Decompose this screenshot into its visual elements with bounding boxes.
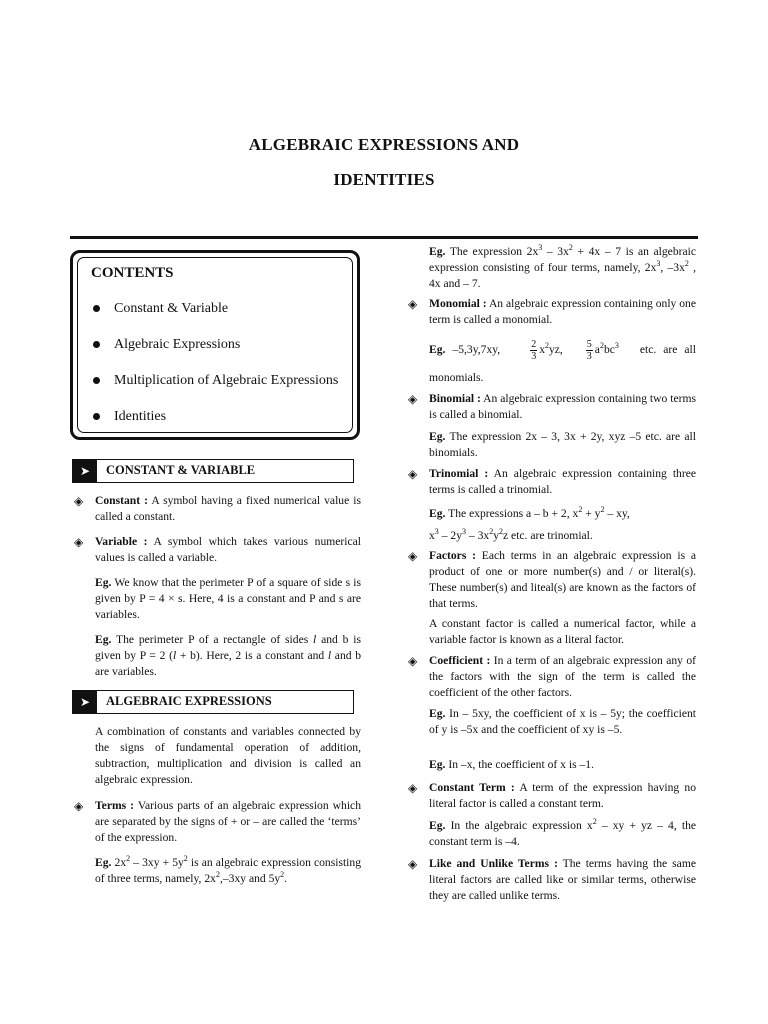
constant-term-definition: Constant Term : A term of the expression having no literal factor is called a constant term. <box>429 781 696 810</box>
section-header-constant-variable <box>72 459 354 483</box>
diamond-bullet-icon: ◈ <box>408 781 418 795</box>
constant-definition: Constant : A symbol having a fixed numerical value is called a constant. <box>95 494 361 523</box>
section-title: CONSTANT & VARIABLE <box>106 463 256 477</box>
title-divider <box>70 236 698 239</box>
diamond-bullet-icon: ◈ <box>74 494 84 508</box>
contents-item-label: Algebraic Expressions <box>114 337 241 352</box>
example-coefficient-x: Eg. In –x, the coefficient of x is –1. <box>429 758 594 771</box>
like-unlike-terms-definition: Like and Unlike Terms : The terms having the same literal factors are called like or similar terms, otherwise they are called unlike terms. <box>429 857 696 902</box>
example-three-terms: Eg. $2x^2 - 3xy + 5y^2$ is an algebraic expression consisting of three terms, namely, $2x^2,-3xy$ and $5y^2$. <box>95 854 361 885</box>
example-rectangle-perimeter: Eg. The perimeter P of a rectangle of sides l and b is given by P = 2 (l + b). Here, 2 is a constant and l and b are variables. <box>95 633 362 678</box>
section-header-algebraic-expressions <box>72 690 354 714</box>
page-title-line1: ALGEBRAIC EXPRESSIONS AND <box>248 135 520 154</box>
diamond-bullet-icon: ◈ <box>408 467 418 481</box>
example-four-terms: Eg. The expression $2x^3 - 3x^2 + 4x - 7$ is an algebraic expression consisting of four terms, namely, $2x^3$, $-3x^2$ , 4x and – 7. <box>429 243 696 290</box>
bullet-icon <box>93 341 100 348</box>
contents-item-label: Identities <box>114 409 167 424</box>
example-constant-term: Eg. In the algebraic expression $x^2$ – xy + yz – 4, the constant term is –4. <box>429 817 697 848</box>
example-monomials: Eg. –5,3y,7xy, $\frac{2}{3}$ $x^2yz$, $\frac{5}{3}$ $a^2bc^3$ etc. are all monomials. <box>429 338 697 384</box>
trinomial-definition: Trinomial : An algebraic expression containing three terms is called a trinomial. <box>429 467 696 496</box>
bullet-icon <box>93 413 100 420</box>
section-title: ALGEBRAIC EXPRESSIONS <box>106 694 272 708</box>
algebraic-expression-definition: A combination of constants and variables connected by the signs of fundamental operation of addition, subtraction, multiplication and division is called an algebraic expression. <box>95 725 361 786</box>
bullet-icon <box>93 377 100 384</box>
arrow-icon: ➤ <box>73 691 97 713</box>
diamond-bullet-icon: ◈ <box>408 392 418 406</box>
example-binomials: Eg. The expression 2x – 3, 3x + 2y, xyz –5 etc. are all binomials. <box>429 430 696 459</box>
contents-item <box>93 301 228 317</box>
diamond-bullet-icon: ◈ <box>74 535 84 549</box>
contents-item <box>93 373 338 389</box>
terms-definition: Terms : Various parts of an algebraic expression which are separated by the signs of + or – are called the ‘terms’ of the expression. <box>95 799 361 844</box>
contents-box <box>70 250 360 440</box>
page-title-line2: IDENTITIES <box>333 170 435 189</box>
diamond-bullet-icon: ◈ <box>408 297 418 311</box>
example-square-perimeter: Eg. We know that the perimeter P of a square of side s is given by P = 4 × s. Here, 4 is a constant and P and s are variables. <box>95 576 361 621</box>
contents-item-label: Constant & Variable <box>114 301 229 316</box>
fraction: $\frac{2}{3}$ <box>531 338 537 362</box>
diamond-bullet-icon: ◈ <box>74 799 84 813</box>
contents-heading: CONTENTS <box>91 265 174 281</box>
factors-note: A constant factor is called a numerical factor, while a variable factor is known as a literal factor. <box>429 617 696 646</box>
diamond-bullet-icon: ◈ <box>408 549 418 563</box>
example-trinomials: Eg. The expressions a – b + 2, $x^2 + y^2$ – xy, $x^3 - 2y^3 - 3x^2y^2z$ etc. are trinomial. <box>429 505 630 542</box>
coefficient-definition: Coefficient : In a term of an algebraic expression any of the factors with the sign of the term is called the coefficient of the other factors. <box>429 654 696 699</box>
fraction: $\frac{5}{3}$ <box>586 338 592 362</box>
example-coefficient-5xy: Eg. In – 5xy, the coefficient of x is – 5y; the coefficient of y is –5x and the coefficient of xy is –5. <box>429 707 696 736</box>
contents-item <box>93 409 166 425</box>
diamond-bullet-icon: ◈ <box>408 654 418 668</box>
monomial-definition: Monomial : An algebraic expression containing only one term is called a monomial. <box>429 297 696 326</box>
variable-definition: Variable : A symbol which takes various numerical values is called a variable. <box>95 535 362 564</box>
diamond-bullet-icon: ◈ <box>408 857 418 871</box>
bullet-icon <box>93 305 100 312</box>
factors-definition: Factors : Each terms in an algebraic expression is a product of one or more number(s) and / or literal(s). These number(s) and liteal(s) are known as the factors of that terms. <box>429 549 697 610</box>
contents-item <box>93 337 240 353</box>
arrow-icon: ➤ <box>73 460 97 482</box>
binomial-definition: Binomial : An algebraic expression containing two terms is called a binomial. <box>429 392 696 421</box>
contents-item-label: Multiplication of Algebraic Expressions <box>114 373 339 388</box>
